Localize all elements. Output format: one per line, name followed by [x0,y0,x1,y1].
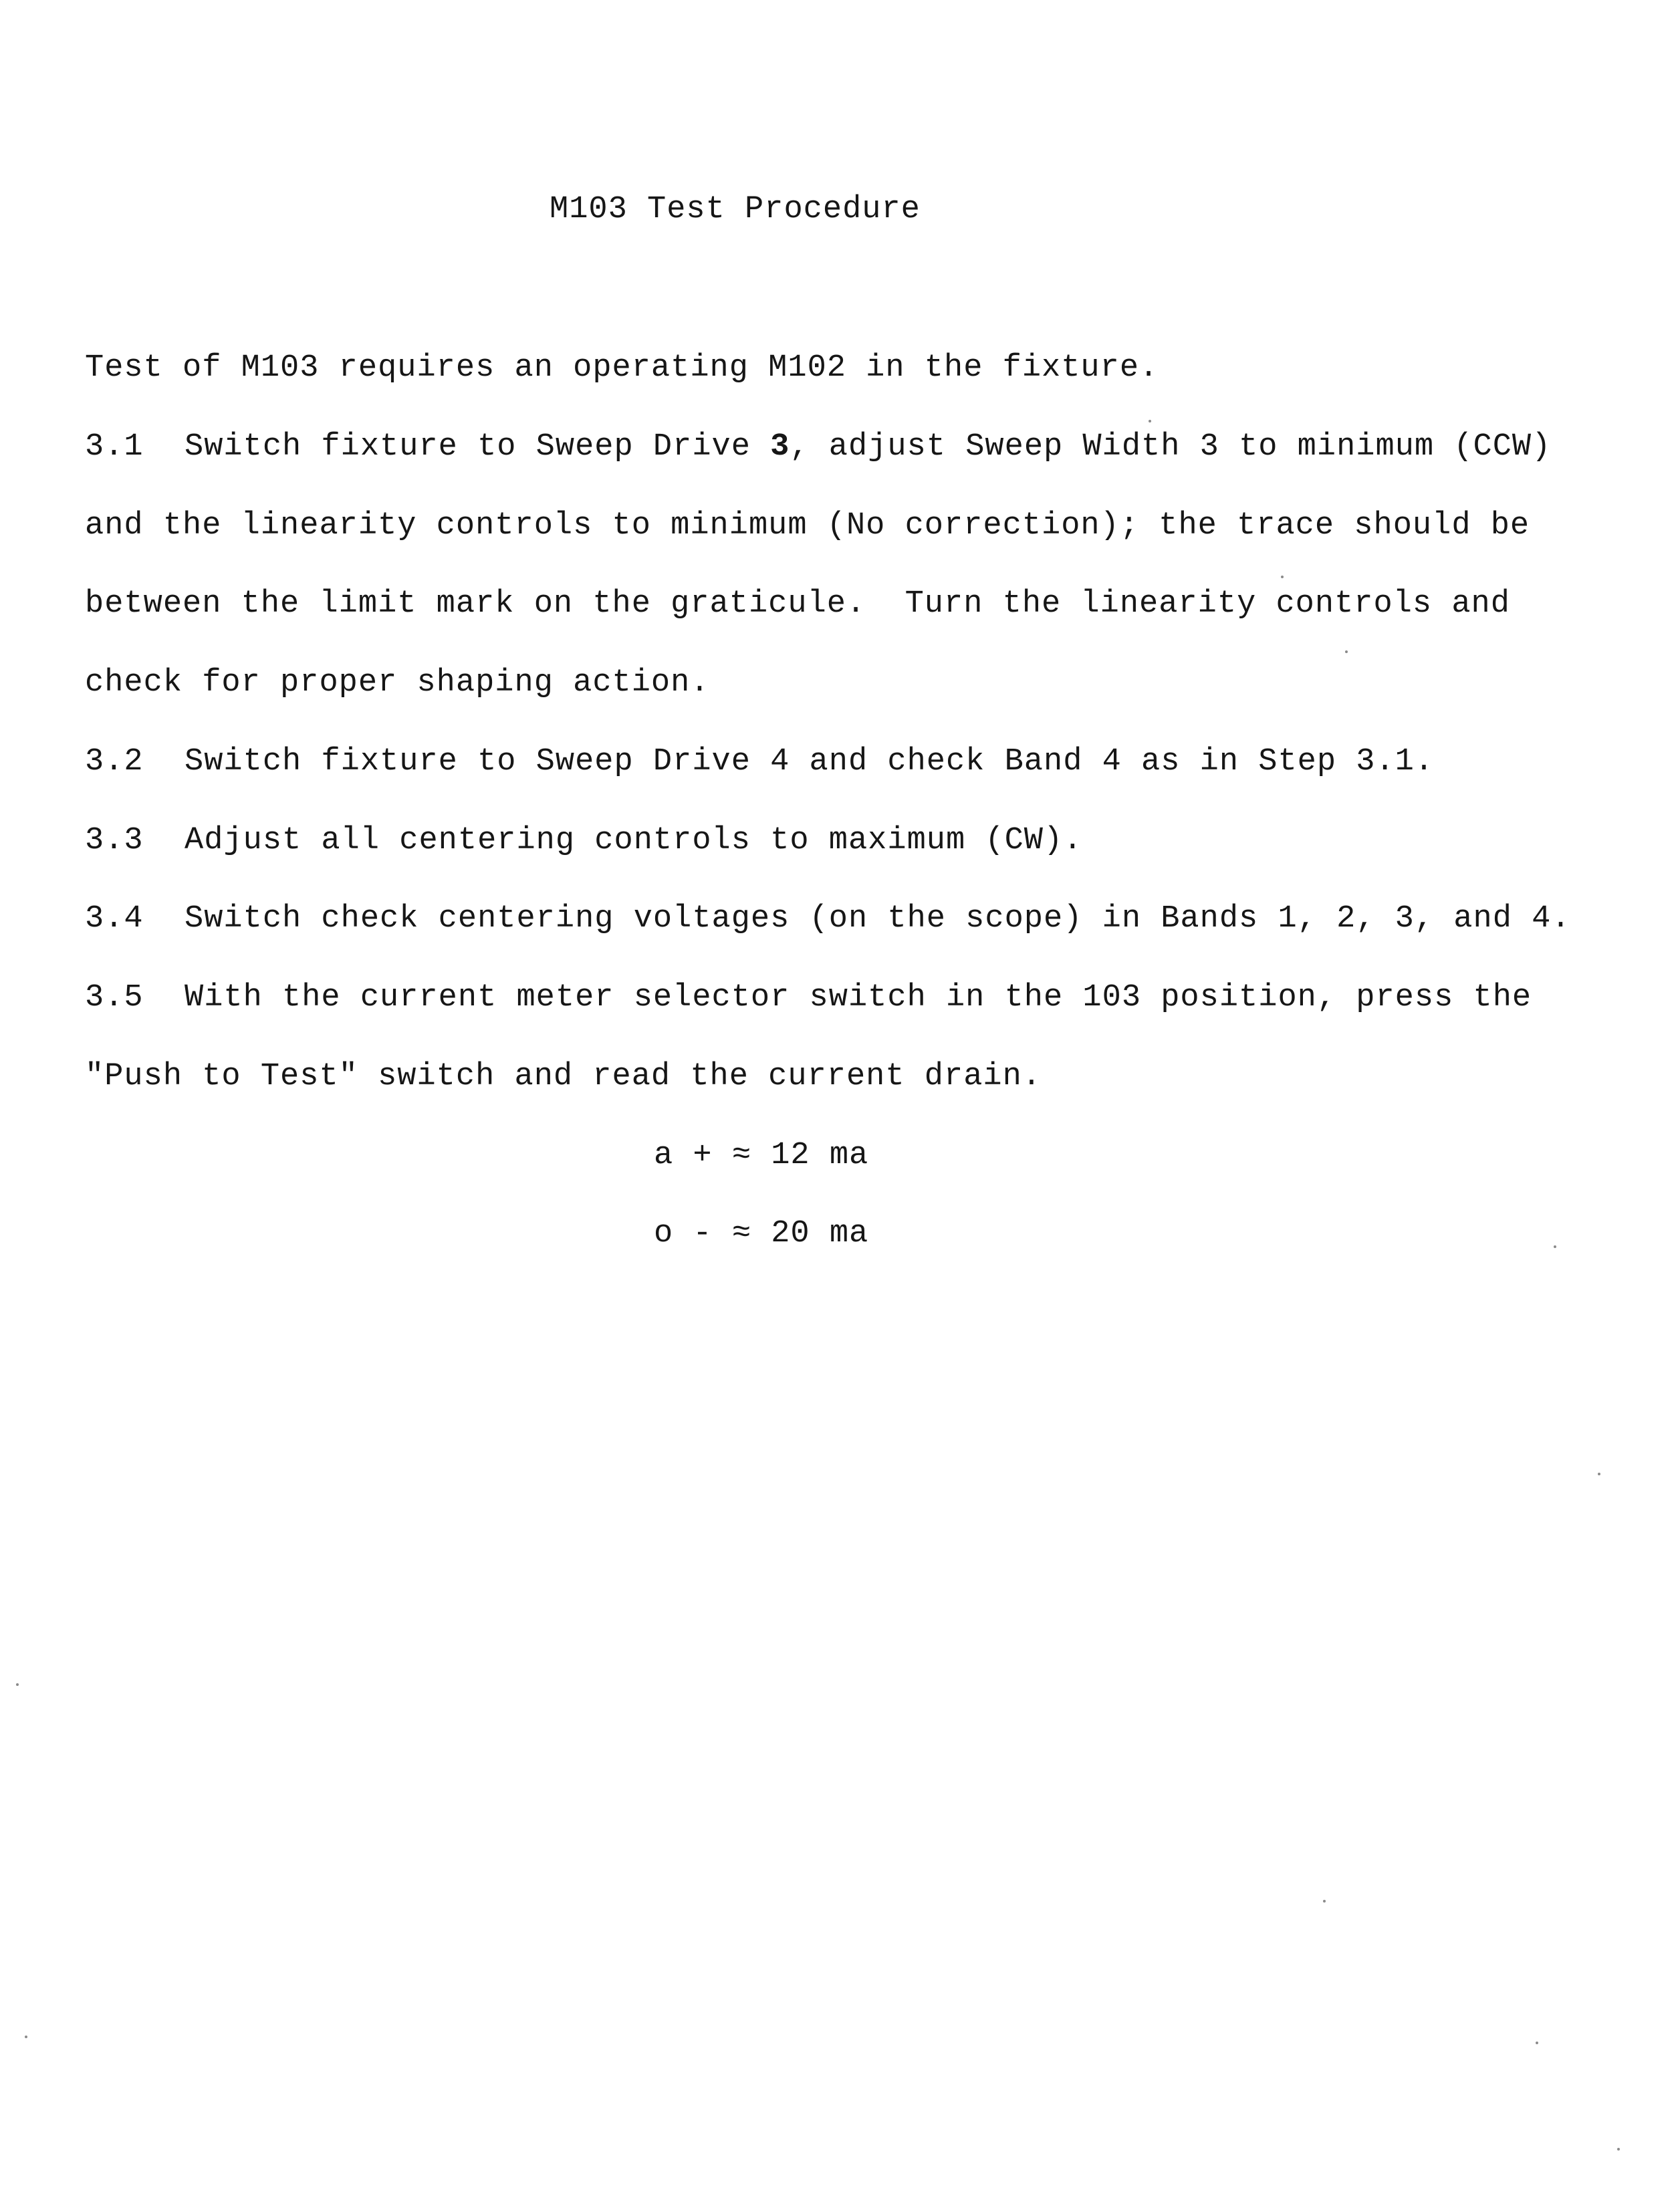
scan-speck [16,1683,19,1686]
step-3-1-line-2: and the linearity controls to minimum (No correction); the trace should be [85,508,1530,543]
step-3-1-line-4: check for proper shaping action. [85,665,710,701]
scan-speck [25,2036,27,2038]
scan-speck [1323,1900,1326,1903]
step-number: 3.2 [85,744,144,779]
step-text: Switch fixture to Sweep Drive [185,429,771,465]
step-number: 3.3 [85,823,144,858]
step-3-1-line-1 [85,431,1551,463]
step-3-4 [85,903,1571,935]
step-text: Switch check centering voltages (on the scope) in Bands 1, 2, 3, and 4. [185,901,1571,937]
sweep-drive-number: 3 [770,429,790,465]
step-3-2 [85,746,1434,777]
step-text: Adjust all centering controls to maximum (CW). [185,823,1083,858]
step-text: Switch fixture to Sweep Drive 4 and check Band 4 as in Step 3.1. [185,744,1435,779]
scan-speck [1345,650,1348,653]
intro-paragraph: Test of M103 requires an operating M102 in the fixture. [85,350,1159,386]
step-3-1-line-3: between the limit mark on the graticule. Turn the linearity controls and [85,586,1510,622]
scan-speck [1149,420,1151,422]
measurement-negative: o - ≈ 20 ma [654,1216,869,1251]
scan-speck [1281,576,1284,578]
step-3-5-line-2: "Push to Test" switch and read the current drain. [85,1059,1042,1094]
scan-speck [1598,1473,1600,1475]
measurement-positive: a + ≈ 12 ma [654,1138,869,1173]
scan-speck [1617,2148,1620,2151]
step-text: With the current meter selector switch in the 103 position, press the [185,980,1532,1015]
step-3-3 [85,825,1082,856]
scan-speck [1536,2042,1538,2044]
step-text: , adjust Sweep Width 3 to minimum (CCW) [790,429,1552,465]
document-title: M103 Test Procedure [550,192,921,227]
step-3-5-line-1 [85,982,1532,1013]
scan-speck [1554,1245,1556,1248]
step-number: 3.1 [85,429,144,465]
step-number: 3.5 [85,980,144,1015]
step-number: 3.4 [85,901,144,937]
